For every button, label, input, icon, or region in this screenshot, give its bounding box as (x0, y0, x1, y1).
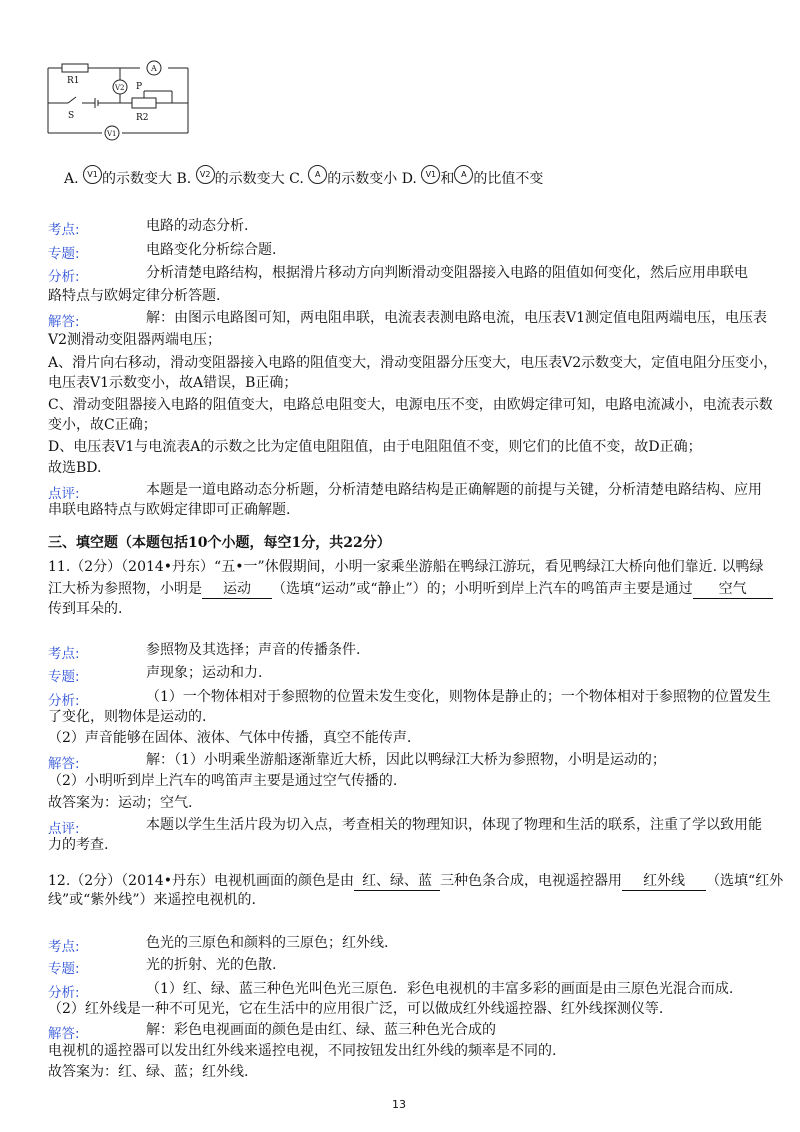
q10-zhuanti: 电路变化分析综合题. (146, 242, 277, 258)
circuit-diagram (40, 58, 200, 143)
label-s: S (68, 111, 75, 121)
q10-jieda-4: 电压表V1示数变小，故A错误，B正确； (48, 375, 298, 391)
label-r1: R1 (67, 76, 80, 86)
q12-jieda-2: 电视机的遥控器可以发出红外线来遥控电视，不同按钮发出红外线的频率是不同的. (48, 1043, 557, 1059)
q12-fenxi-label: 分析: (48, 985, 80, 1001)
label-v2: V2 (115, 84, 125, 92)
label-a: A (151, 64, 157, 73)
q11-stem-1: 11.（2分）（2014•丹东）“五•一”休假期间，小明一家乘坐游船在鸭绿江游玩，看见鸭绿江大桥向他们靠近. 以鸭绿 (48, 559, 764, 575)
q12-jieda-1: 解：彩色电视画面的颜色是由红、绿、蓝三种色光合成的 (146, 1022, 496, 1038)
label-r2: R2 (136, 113, 149, 123)
q10-fenxi-2: 路特点与欧姆定律分析答题. (48, 288, 221, 304)
q12-fenxi-2: （2）红外线是一种不可见光，它在生活中的应用很广泛，可以做成红外线遥控器、红外线探测仪等. (48, 1001, 664, 1017)
q11-kaodian: 参照物及其选择；声音的传播条件. (146, 642, 361, 658)
q10-options: A. V1 的示数变大 B. V2 的示数变大 C. A 的示数变小 D. V1 和 A 的比值不变 (64, 165, 543, 190)
ammeter-icon: A (308, 165, 327, 184)
q12-answer-1: 红、绿、蓝 (354, 873, 440, 891)
q12-kaodian: 色光的三原色和颜料的三原色；红外线. (146, 935, 389, 951)
q11-jieda-1: 解：（1）小明乘坐游船逐渐靠近大桥，因此以鸭绿江大桥为参照物，小明是运动的； (146, 752, 666, 768)
q11-fenxi-2: 了变化，则物体是运动的. (48, 709, 207, 725)
q10-jieda-8: 故选BD. (48, 460, 102, 476)
q11-dianping-2: 力的考查. (48, 837, 109, 853)
page-number: 13 (392, 1098, 406, 1111)
q10-jieda-7: D、电压表V1与电流表A的示数之比为定值电阻阻值，由于电阻阻值不变，则它们的比值不变，故D正确； (48, 439, 702, 455)
q12-answer-2: 红外线 (622, 873, 706, 891)
q10-kaodian-label: 考点: (48, 222, 80, 238)
label-p: P (136, 82, 143, 92)
q11-jieda-label: 解答: (48, 756, 80, 772)
q10-jieda-label: 解答: (48, 314, 80, 330)
q11-kaodian-label: 考点: (48, 646, 80, 662)
q10-jieda-1: 解：由图示电路图可知，两电阻串联，电流表表测电路电流，电压表V1测定值电阻两端电压，电压表 (146, 310, 768, 326)
q10-zhuanti-label: 专题: (48, 246, 80, 262)
label-v1: V1 (107, 130, 117, 138)
voltmeter-v1-icon: V1 (83, 165, 102, 184)
q10-jieda-2: V2测滑动变阻器两端电压； (48, 332, 222, 348)
q12-zhuanti: 光的折射、光的色散. (146, 957, 277, 973)
q12-jieda-3: 故答案为：红、绿、蓝；红外线. (48, 1064, 249, 1080)
q10-fenxi-1: 分析清楚电路结构，根据滑片移动方向判断滑动变阻器接入电路的阻值如何变化，然后应用串联电 (146, 265, 748, 281)
q12-jieda-label: 解答: (48, 1026, 80, 1042)
q11-fenxi-label: 分析: (48, 693, 80, 709)
q10-dianping-label: 点评: (48, 486, 80, 502)
q10-fenxi-label: 分析: (48, 269, 80, 285)
q10-kaodian: 电路的动态分析. (146, 218, 249, 234)
q10-dianping-1: 本题是一道电路动态分析题，分析清楚电路结构是正确解题的前提与关键，分析清楚电路结构、应用 (146, 482, 762, 498)
q10-jieda-6: 变小，故C正确； (48, 417, 157, 433)
q11-stem-2: 江大桥为参照物，小明是 运动 （选填“运动”或“静止”）的；小明听到岸上汽车的鸣笛声主要是通过 空气 (48, 578, 773, 600)
section3-title: 三、填空题（本题包括10个小题，每空1分，共22分） (48, 535, 391, 551)
q12-zhuanti-label: 专题: (48, 961, 80, 977)
q11-zhuanti: 声现象；运动和力. (146, 665, 263, 681)
voltmeter-v2-icon: V2 (196, 165, 215, 184)
q12-stem-1: 12.（2分）（2014•丹东）电视机画面的颜色是由 红、绿、蓝 三种色条合成，电视遥控器用 红外线 （选填“红外 (48, 873, 784, 889)
q11-stem-3: 传到耳朵的. (48, 601, 123, 617)
q10-dianping-2: 串联电路特点与欧姆定律即可正确解题. (48, 502, 291, 518)
q11-dianping-1: 本题以学生生活片段为切入点，考查相关的物理知识，体现了物理和生活的联系，注重了学以致用能 (146, 817, 762, 833)
q12-fenxi-1: （1）红、绿、蓝三种色光叫色光三原色．彩色电视机的丰富多彩的画面是由三原色光混合而成. (146, 981, 734, 997)
q10-jieda-3: A、滑片向右移动，滑动变阻器接入电路的阻值变大，滑动变阻器分压变大，电压表V2示数变大，定值电阻分压变小， (48, 355, 778, 371)
ammeter-icon: A (454, 165, 473, 184)
q11-jieda-3: 故答案为：运动；空气. (48, 795, 193, 811)
q12-kaodian-label: 考点: (48, 939, 80, 955)
q10-jieda-5: C、滑动变阻器接入电路的阻值变大，电路总电阻变大，电源电压不变，由欧姆定律可知，电路电流减小，电流表示数 (48, 397, 773, 413)
q11-zhuanti-label: 专题: (48, 669, 80, 685)
q11-jieda-2: （2）小明听到岸上汽车的鸣笛声主要是通过空气传播的. (48, 773, 398, 789)
q11-fenxi-1: （1）一个物体相对于参照物的位置未发生变化，则物体是静止的；一个物体相对于参照物的位置发生 (146, 689, 771, 705)
q11-fenxi-3: （2）声音能够在固体、液体、气体中传播，真空不能传声. (48, 730, 412, 746)
q11-answer-1: 运动 (202, 581, 272, 599)
q11-dianping-label: 点评: (48, 821, 80, 837)
q12-stem-2: 线”或“紫外线”）来遥控电视机的. (48, 892, 256, 908)
voltmeter-v1-icon: V1 (421, 165, 440, 184)
q11-answer-2: 空气 (693, 581, 773, 599)
